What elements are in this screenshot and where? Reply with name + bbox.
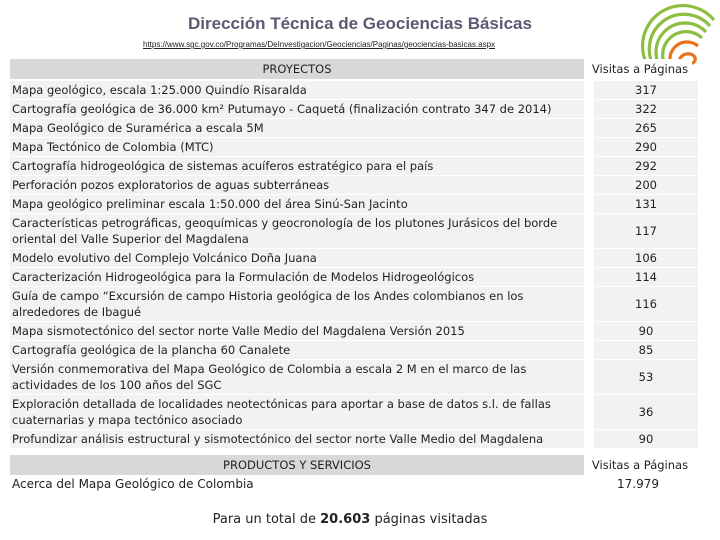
project-name: Mapa Geológico de Suramérica a escala 5M: [10, 119, 584, 137]
visit-count: 116: [594, 287, 698, 321]
visit-count: 106: [594, 249, 698, 267]
table-row: [10, 214, 698, 248]
project-name: Profundizar análisis estructural y sismotectónico del sector norte Valle Medio del Magdalena: [10, 430, 584, 448]
visit-count: 292: [594, 157, 698, 175]
page-title: Dirección Técnica de Geociencias Básicas: [188, 14, 532, 33]
project-name: Caracterización Hidrogeológica para la Formulación de Modelos Hidrogeológicos: [10, 268, 584, 286]
total-suffix: páginas visitadas: [370, 512, 488, 527]
table-row: [10, 157, 698, 175]
project-name: Modelo evolutivo del Complejo Volcánico Doña Juana: [10, 249, 584, 267]
project-name: Cartografía geológica de la plancha 60 Canalete: [10, 341, 584, 359]
product-visit-count: 17.979: [617, 477, 659, 491]
total-prefix: Para un total de: [212, 512, 321, 527]
table-row: [10, 100, 698, 118]
products-column-header: PRODUCTOS Y SERVICIOS: [10, 455, 584, 475]
visit-count: 200: [594, 176, 698, 194]
table-row: [10, 287, 698, 321]
table-row: [10, 81, 698, 99]
project-name: Exploración detallada de localidades neotectónicas para aportar a base de datos s.l. de fallas cuaternarias y mapa tectónico asociado: [10, 395, 584, 429]
table-row: [10, 430, 698, 448]
visit-count: 85: [594, 341, 698, 359]
product-name: Acerca del Mapa Geológico de Colombia: [12, 477, 254, 491]
projects-column-header: PROYECTOS: [10, 59, 584, 79]
table-row: [10, 360, 698, 394]
products-visits-header: Visitas a Páginas: [588, 455, 692, 475]
project-name: Versión conmemorativa del Mapa Geológico de Colombia a escala 2 M en el marco de las actividades de los 100 años del SGC: [10, 360, 584, 394]
project-name: Mapa geológico preliminar escala 1:50.000 del área Sinú-San Jacinto: [10, 195, 584, 213]
table-row: [10, 322, 698, 340]
visit-count: 290: [594, 138, 698, 156]
project-name: Mapa sismotectónico del sector norte Valle Medio del Magdalena Versión 2015: [10, 322, 584, 340]
table-row: [10, 138, 698, 156]
project-name: Mapa Tectónico de Colombia (MTC): [10, 138, 584, 156]
visit-count: 317: [594, 81, 698, 99]
source-link[interactable]: https://www.sgc.gov.co/Programas/DeInvestigacion/Geociencias/Paginas/geociencias-basicas.aspx: [143, 40, 496, 49]
visit-count: 90: [594, 322, 698, 340]
total-summary: [0, 512, 700, 527]
project-name: Mapa geológico, escala 1:25.000 Quindío Risaralda: [10, 81, 584, 99]
project-name: Perforación pozos exploratorios de aguas subterráneas: [10, 176, 584, 194]
project-name: Guía de campo “Excursión de campo Historia geológica de los Andes colombianos en los alrededores de Ibagué: [10, 287, 584, 321]
visit-count: 114: [594, 268, 698, 286]
total-count: 20.603: [320, 512, 371, 527]
table-row: [10, 395, 698, 429]
projects-table: [10, 81, 698, 448]
table-row: [10, 249, 698, 267]
visit-count: 265: [594, 119, 698, 137]
project-name: Cartografía hidrogeológica de sistemas acuíferos estratégico para el país: [10, 157, 584, 175]
table-row: [10, 119, 698, 137]
table-row: [10, 176, 698, 194]
visit-count: 53: [594, 360, 698, 394]
visit-count: 90: [594, 430, 698, 448]
visit-count: 117: [594, 214, 698, 248]
project-name: Cartografía geológica de 36.000 km² Putumayo - Caquetá (finalización contrato 347 de 2014): [10, 100, 584, 118]
projects-visits-header: Visitas a Páginas: [588, 59, 692, 79]
visit-count: 131: [594, 195, 698, 213]
table-row: [10, 268, 698, 286]
table-row: [10, 195, 698, 213]
project-name: Características petrográficas, geoquímicas y geocronología de los plutones Jurásicos del borde oriental del Valle Superior del Magdalena: [10, 214, 584, 248]
visit-count: 322: [594, 100, 698, 118]
table-row: [10, 341, 698, 359]
visit-count: 36: [594, 395, 698, 429]
